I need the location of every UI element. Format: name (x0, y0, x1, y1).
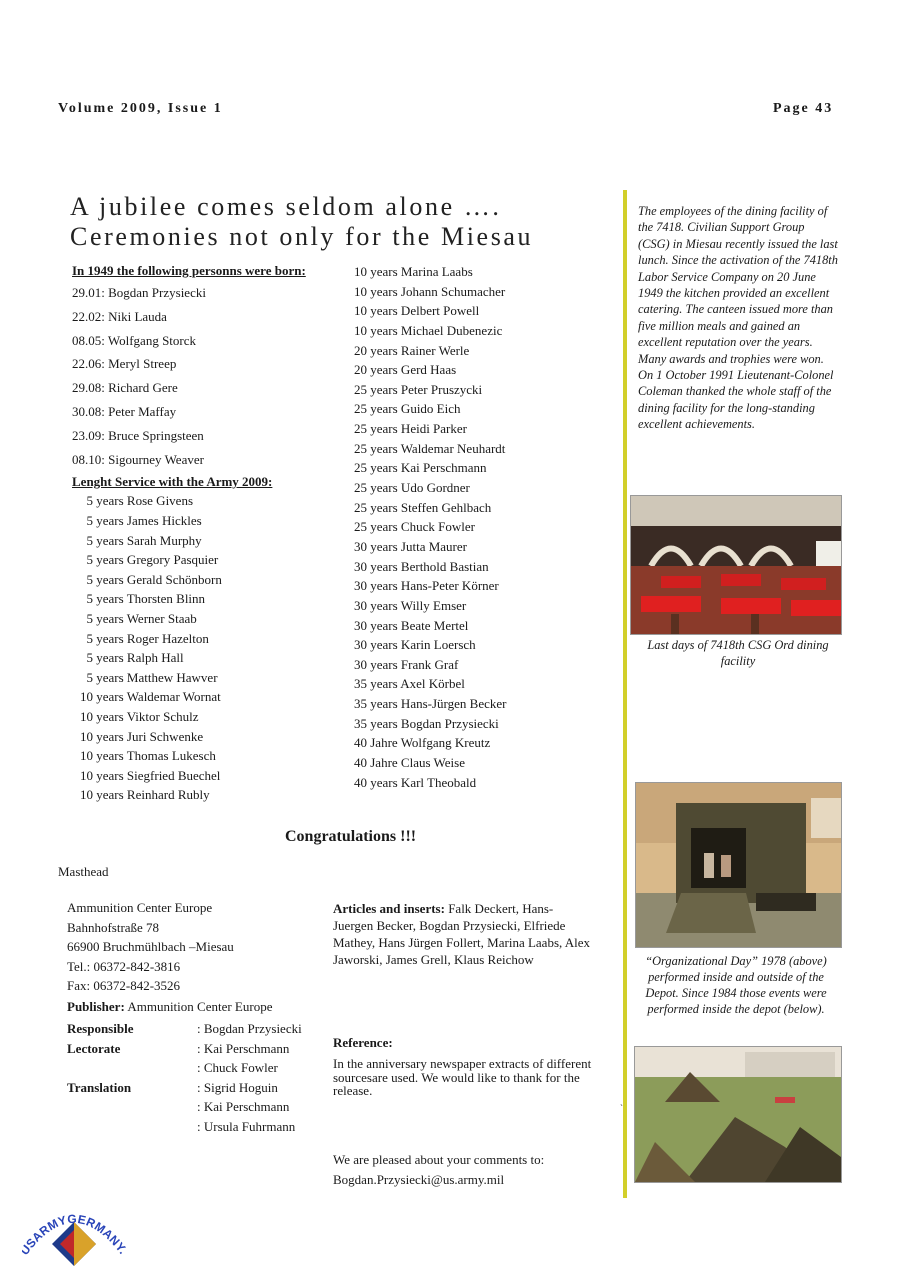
list-item: 30 years Willy Emser (354, 597, 467, 613)
list-item: 29.08: Richard Gere (72, 380, 178, 396)
list-item: 40 Jahre Wolfgang Kreutz (354, 735, 491, 751)
list-item: 10 years Marina Laabs (354, 264, 473, 279)
list-item: 25 years Heidi Parker (354, 421, 467, 437)
list-item: 25 years Steffen Gehlbach (354, 499, 492, 515)
list-item: 35 years Bogdan Przysiecki (354, 715, 499, 731)
staff-name: : Kai Perschmann (197, 1040, 290, 1056)
list-item: 08.10: Sigourney Weaver (72, 451, 204, 467)
staff-name: : Kai Perschmann (197, 1099, 290, 1115)
stray-mark: ` (620, 1103, 623, 1113)
title-line-2: Ceremonies not only for the Miesau (70, 222, 534, 251)
list-item: 35 years Axel Körbel (354, 676, 465, 692)
usarmygermany-logo (22, 1204, 127, 1266)
list-item: 20 years Gerd Haas (354, 362, 457, 378)
list-item: 25 years Chuck Fowler (354, 519, 475, 535)
masthead-label: Masthead (58, 864, 109, 879)
born-heading: In 1949 the following personns were born: (72, 263, 306, 278)
list-item: 10 years Delbert Powell (354, 303, 480, 319)
dining-facility-photo (630, 495, 842, 635)
list-item: 5 years Thorsten Blinn (80, 591, 206, 607)
list-item: 25 years Guido Eich (354, 401, 461, 417)
dining-facility-image (631, 496, 841, 634)
list-item: 40 Jahre Claus Weise (354, 755, 465, 771)
list-item: 10 years Siegfried Buechel (80, 767, 221, 783)
list-item: 30 years Hans-Peter Körner (354, 578, 499, 594)
list-item: 10 years Waldemar Wornat (80, 689, 221, 705)
address-block (67, 898, 234, 996)
list-item: 20 years Rainer Werle (354, 342, 470, 358)
staff-name: : Ursula Fuhrmann (197, 1118, 296, 1134)
comments-line: We are pleased about your comments to: (333, 1152, 545, 1167)
birthday-and-service-column (72, 263, 342, 805)
staff-role: Lectorate (67, 1040, 121, 1056)
camouflage-depot-image (635, 1047, 841, 1182)
organizational-day-caption: “Organizational Day” 1978 (above) performed inside and outside of the Depot. Since 1984 those events were performed inside the depot (below). (645, 954, 827, 1016)
list-item: 25 years Udo Gordner (354, 480, 470, 496)
list-item: 25 years Kai Perschmann (354, 460, 487, 476)
list-item: 25 years Waldemar Neuhardt (354, 440, 506, 456)
list-item: Bahnhofstraße 78 (67, 919, 160, 935)
staff-role: Translation (67, 1079, 132, 1095)
list-item: 30.08: Peter Maffay (72, 403, 177, 419)
staff-role: Responsible (67, 1021, 134, 1036)
congratulations: Congratulations !!! (285, 828, 417, 845)
born-list (72, 281, 342, 471)
list-item: 30 years Frank Graf (354, 656, 459, 672)
list-item: 10 years Juri Schwenke (80, 728, 204, 744)
staff-name: : Sigrid Hoguin (197, 1079, 278, 1095)
list-item: 08.05: Wolfgang Storck (72, 332, 197, 348)
list-item: 30 years Jutta Maurer (354, 538, 467, 554)
list-item: 10 years Johann Schumacher (354, 283, 506, 299)
staff-name: : Chuck Fowler (197, 1060, 278, 1076)
list-item: 5 years Werner Staab (80, 610, 197, 626)
list-item: 22.02: Niki Lauda (72, 308, 167, 324)
list-item: 25 years Peter Pruszycki (354, 381, 483, 397)
logo-icon (22, 1204, 127, 1266)
list-item: 5 years James Hickles (80, 512, 202, 528)
list-item: 5 years Sarah Murphy (80, 532, 202, 548)
staff-name: : Bogdan Przysiecki (197, 1021, 302, 1036)
list-item: 5 years Gerald Schönborn (80, 571, 222, 587)
list-item: 5 years Roger Hazelton (80, 630, 209, 646)
contact-email[interactable]: Bogdan.Przysiecki@us.army.mil (333, 1172, 505, 1187)
publisher-label: Publisher: (67, 999, 125, 1014)
reference-label: Reference: (333, 1035, 393, 1050)
dining-photo-caption: Last days of 7418th CSG Ord dining facility (647, 638, 829, 668)
service-heading: Lenght Service with the Army 2009: (72, 474, 273, 490)
list-item: 5 years Ralph Hall (80, 650, 184, 666)
reference-text: In the anniversary newspaper extracts of different sourcesare used. We would like to thank for the release. (333, 1056, 592, 1098)
list-item: 40 years Karl Theobald (354, 774, 477, 790)
armored-vehicle-image (636, 783, 841, 947)
list-item: 23.09: Bruce Springsteen (72, 427, 204, 443)
list-item: 10 years Michael Dubenezic (354, 322, 503, 338)
list-item: 5 years Rose Givens (80, 493, 194, 509)
list-item: 10 years Viktor Schulz (80, 708, 199, 724)
organizational-day-photo (635, 782, 842, 948)
list-item: 30 years Karin Loersch (354, 637, 476, 653)
articles-and-inserts (333, 900, 593, 968)
list-item: Ammunition Center Europe (67, 900, 213, 915)
accent-bar (623, 190, 627, 1198)
volume-issue: Volume 2009, Issue 1 (58, 101, 223, 116)
list-item: 30 years Beate Mertel (354, 617, 469, 633)
service-list-2 (354, 262, 614, 792)
list-item: Fax: 06372-842-3526 (67, 978, 181, 993)
list-item: 22.06: Meryl Streep (72, 356, 177, 372)
articles-label: Articles and inserts: (333, 901, 445, 916)
depot-photo (634, 1046, 842, 1183)
list-item: 5 years Matthew Hawver (80, 669, 218, 685)
publisher-value: Ammunition Center Europe (124, 999, 273, 1014)
list-item: 10 years Reinhard Rubly (80, 787, 210, 803)
publisher (67, 999, 272, 1015)
list-item: Tel.: 06372-842-3816 (67, 958, 181, 974)
list-item: 35 years Hans-Jürgen Becker (354, 696, 507, 712)
sidebar-text: The employees of the dining facility of the 7418. Civilian Support Group (CSG) in Miesau recently issued the last lunch. Since the activation of the 7418th Labor Service Company on 20 June 1949 the kitchen provided an excellent catering. The canteen issued more than five million meals and gained an excellent reputation over the years. Many awards and trophies were won. On 1 October 1991 Lieutenant-Colonel Coleman thanked the whole staff of the dining facility for the long-standing excellent achievements. (638, 204, 838, 432)
list-item: 66900 Bruchmühlbach –Miesau (67, 939, 234, 954)
page-title (70, 192, 533, 252)
comments-block (333, 1150, 544, 1190)
list-item: 29.01: Bogdan Przysiecki (72, 285, 206, 300)
articles-value: Falk Deckert, Hans-Juergen Becker, Bogdan Przysiecki, Elfriede Mathey, Hans Jürgen Follert, Marina Laabs, Alex Jaworski, James Grell, Klaus Reichow (333, 901, 591, 967)
list-item: 10 years Thomas Lukesch (80, 748, 216, 764)
title-line-1: A jubilee comes seldom alone …. (70, 192, 502, 221)
list-item: 5 years Gregory Pasquier (80, 552, 219, 568)
list-item: 30 years Berthold Bastian (354, 558, 489, 574)
logo-text: SARMYGERMANY (23, 1211, 127, 1254)
page-number: Page 43 (773, 101, 834, 116)
service-list-1 (72, 491, 342, 805)
